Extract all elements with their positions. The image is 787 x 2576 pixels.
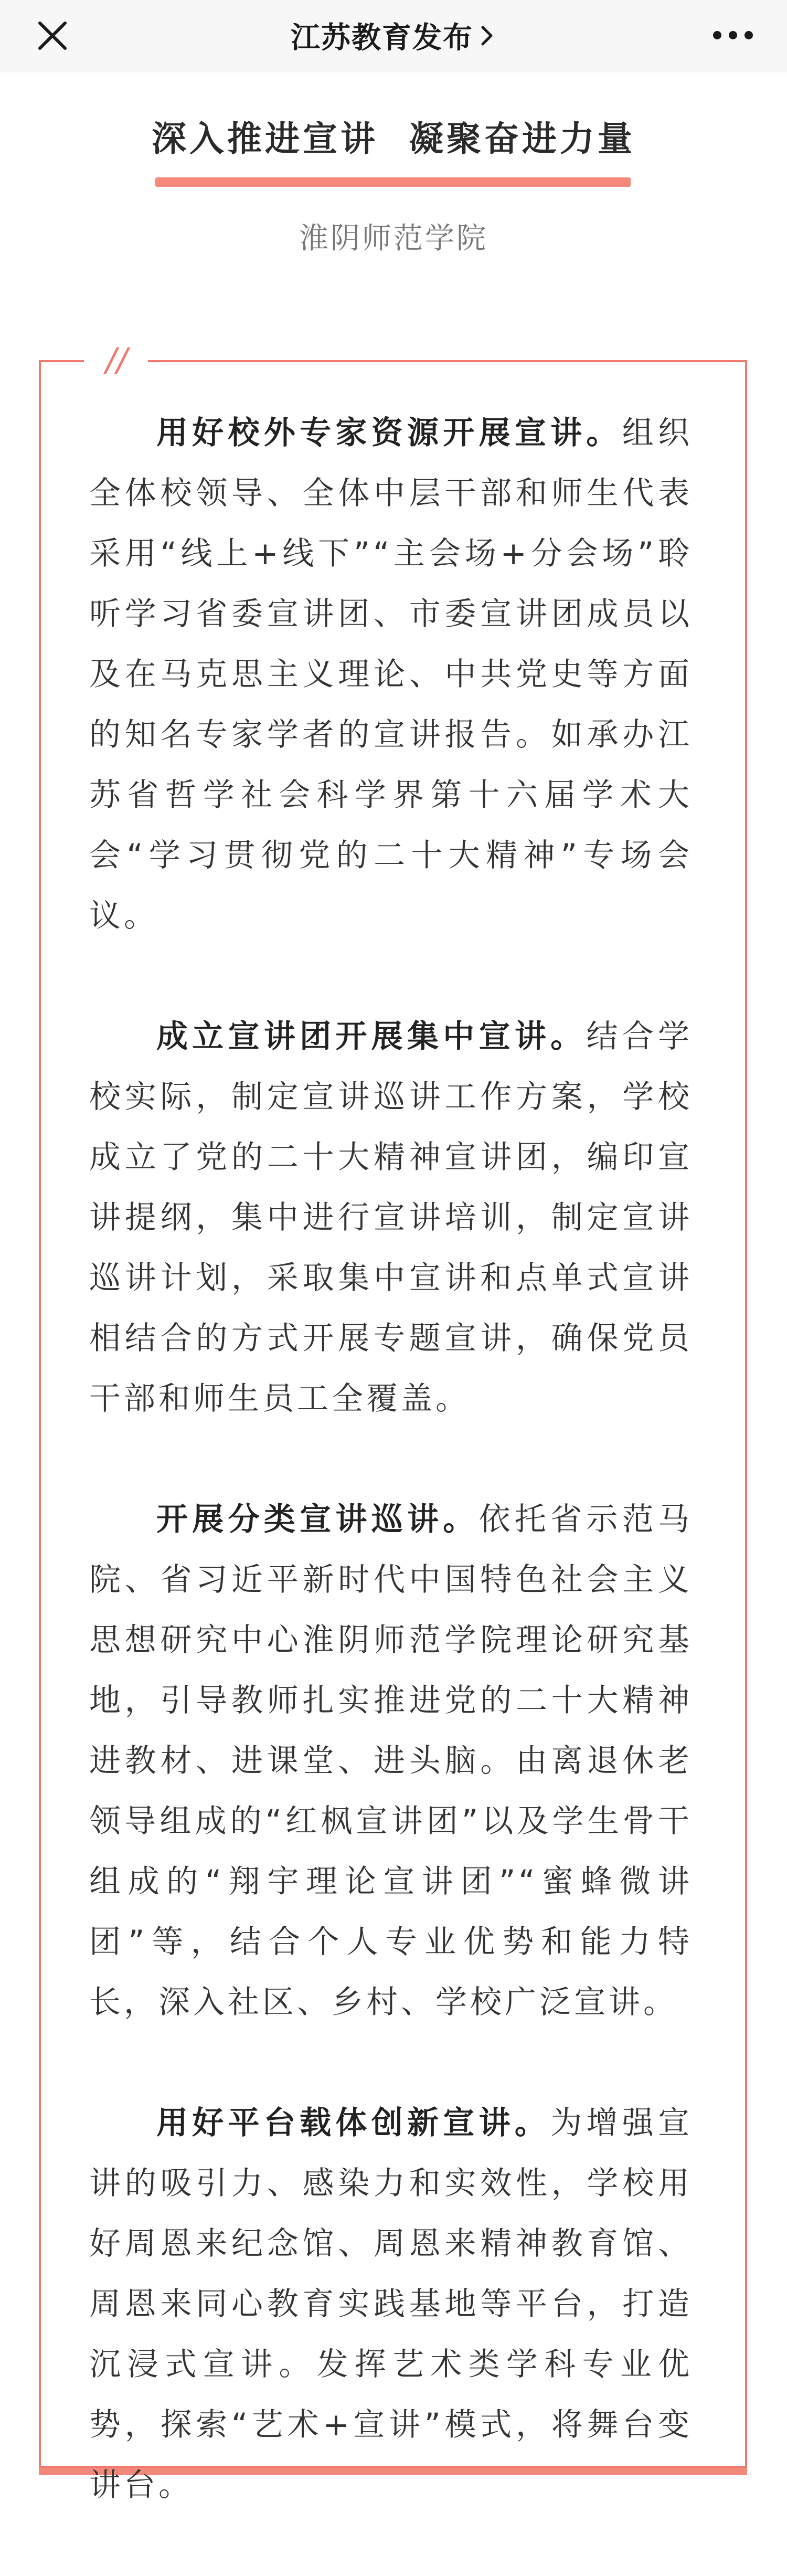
article-headline: 深入推进宣讲 凝聚奋进力量 — [152, 119, 635, 159]
account-title-link[interactable] — [236, 10, 551, 61]
paragraph-body: 为增强宣讲的吸引力、感染力和实效性，学校用好周恩来纪念馆、周恩来精神教育馆、周恩来同心教育实践基地等平台，打造沉浸式宣讲。发挥艺术类学科专业优势，探索“艺术+宣讲”模式，将舞台变讲台。 — [89, 2105, 693, 2504]
paragraph-body: 组织全体校领导、全体中层干部和师生代表采用“线上+线下”“主会场+分会场”聆听学习省委宣讲团、市委宣讲团成员以及在马克思主义理论、中共党史等方面的知名专家学者的宣讲报告。如承办江苏省哲学社会科学界第十六届学术大会“学习贯彻党的二十大精神”专场会议。 — [89, 415, 693, 934]
paragraph-lead: 用好平台载体创新宣讲。 — [156, 2105, 551, 2141]
more-options-button[interactable] — [709, 18, 757, 52]
chevron-right-icon — [477, 23, 496, 48]
paragraph — [89, 1490, 693, 2033]
account-title: 江苏教育发布 — [291, 21, 473, 55]
more-dots-icon — [709, 18, 757, 52]
top-navigation-bar — [0, 0, 787, 72]
paragraph-body: 依托省示范马院、省习近平新时代中国特色社会主义思想研究中心淮阴师范学院理论研究基地，引导教师扎实推进党的二十大精神进教材、进课堂、进头脑。由离退休老领导组成的“红枫宣讲团”以及学生骨干组成的“翔宇理论宣讲团”“蜜蜂微讲团”等，结合个人专业优势和能力特长，深入社区、乡村、学校广泛宣讲。 — [89, 1501, 693, 2021]
paragraph-lead: 开展分类宣讲巡讲。 — [156, 1501, 479, 1538]
paragraph-lead: 用好校外专家资源开展宣讲。 — [156, 415, 622, 451]
close-icon — [34, 17, 71, 55]
paragraph-lead: 成立宣讲团开展集中宣讲。 — [156, 1018, 587, 1055]
article-body — [89, 403, 693, 2576]
close-button[interactable] — [34, 17, 71, 55]
headline-underline — [155, 177, 631, 187]
paragraph — [89, 403, 693, 946]
paragraph — [89, 1007, 693, 1429]
section-slash-mark: // — [105, 341, 127, 379]
article-subtitle: 淮阴师范学院 — [299, 221, 488, 256]
paragraph — [89, 2093, 693, 2516]
paragraph-body: 结合学校实际，制定宣讲巡讲工作方案，学校成立了党的二十大精神宣讲团，编印宣讲提纲，集中进行宣讲培训，制定宣讲巡讲计划，采取集中宣讲和点单式宣讲相结合的方式开展专题宣讲，确保党员干部和师生员工全覆盖。 — [89, 1018, 693, 1417]
